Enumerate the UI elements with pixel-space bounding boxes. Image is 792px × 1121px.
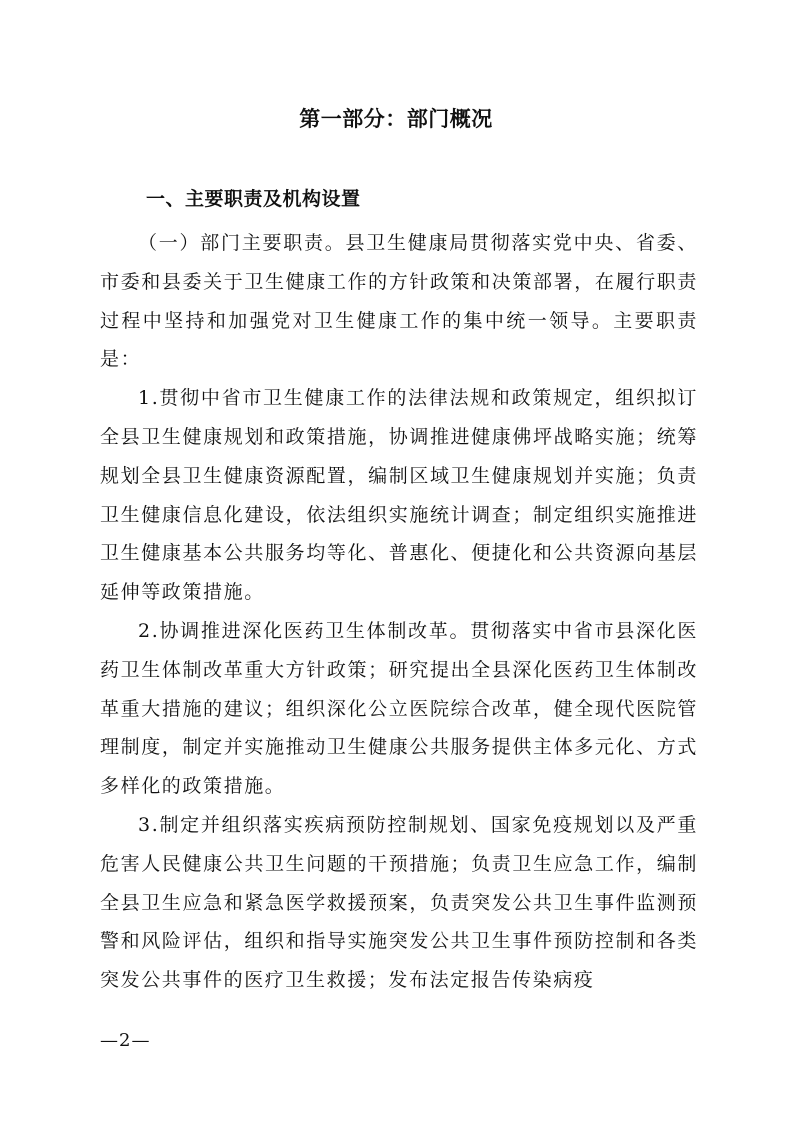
- paragraph-item-1: 1.贯彻中省市卫生健康工作的法律法规和政策规定，组织拟订全县卫生健康规划和政策措施，协调推进健康佛坪战略实施；统筹规划全县卫生健康资源配置，编制区域卫生健康规划并实施；负责卫生健康信息化建设，依法组织实施统计调查；制定组织实施推进卫生健康基本公共服务均等化、普惠化、便捷化和公共资源向基层延伸等政策措施。: [100, 387, 698, 604]
- paragraph-duties-intro: （一）部门主要职责。县卫生健康局贯彻落实党中央、省委、市委和县委关于卫生健康工作的方针政策和决策部署，在履行职责过程中坚持和加强党对卫生健康工作的集中统一领导。主要职责是：: [100, 232, 698, 371]
- page-title: 第一部分：部门概况: [299, 107, 493, 131]
- page-number: —2—: [100, 1030, 151, 1051]
- body-text: [100, 224, 698, 1000]
- paragraph-item-2: 2.协调推进深化医药卫生体制改革。贯彻落实中省市县深化医药卫生体制改革重大方针政策；研究提出全县深化医药卫生体制改革重大措施的建议；组织深化公立医院综合改革，健全现代医院管理制度，制定并实施推动卫生健康公共服务提供主体多元化、方式多样化的政策措施。: [100, 619, 698, 798]
- paragraph-item-3: 3.制定并组织落实疾病预防控制规划、国家免疫规划以及严重危害人民健康公共卫生问题的干预措施；负责卫生应急工作，编制全县卫生应急和紧急医学救援预案，负责突发公共卫生事件监测预警和风险评估，组织和指导实施突发公共卫生事件预防控制和各类突发公共事件的医疗卫生救援；发布法定报告传染病疫: [100, 813, 698, 992]
- section-heading: 一、主要职责及机构设置: [146, 188, 361, 210]
